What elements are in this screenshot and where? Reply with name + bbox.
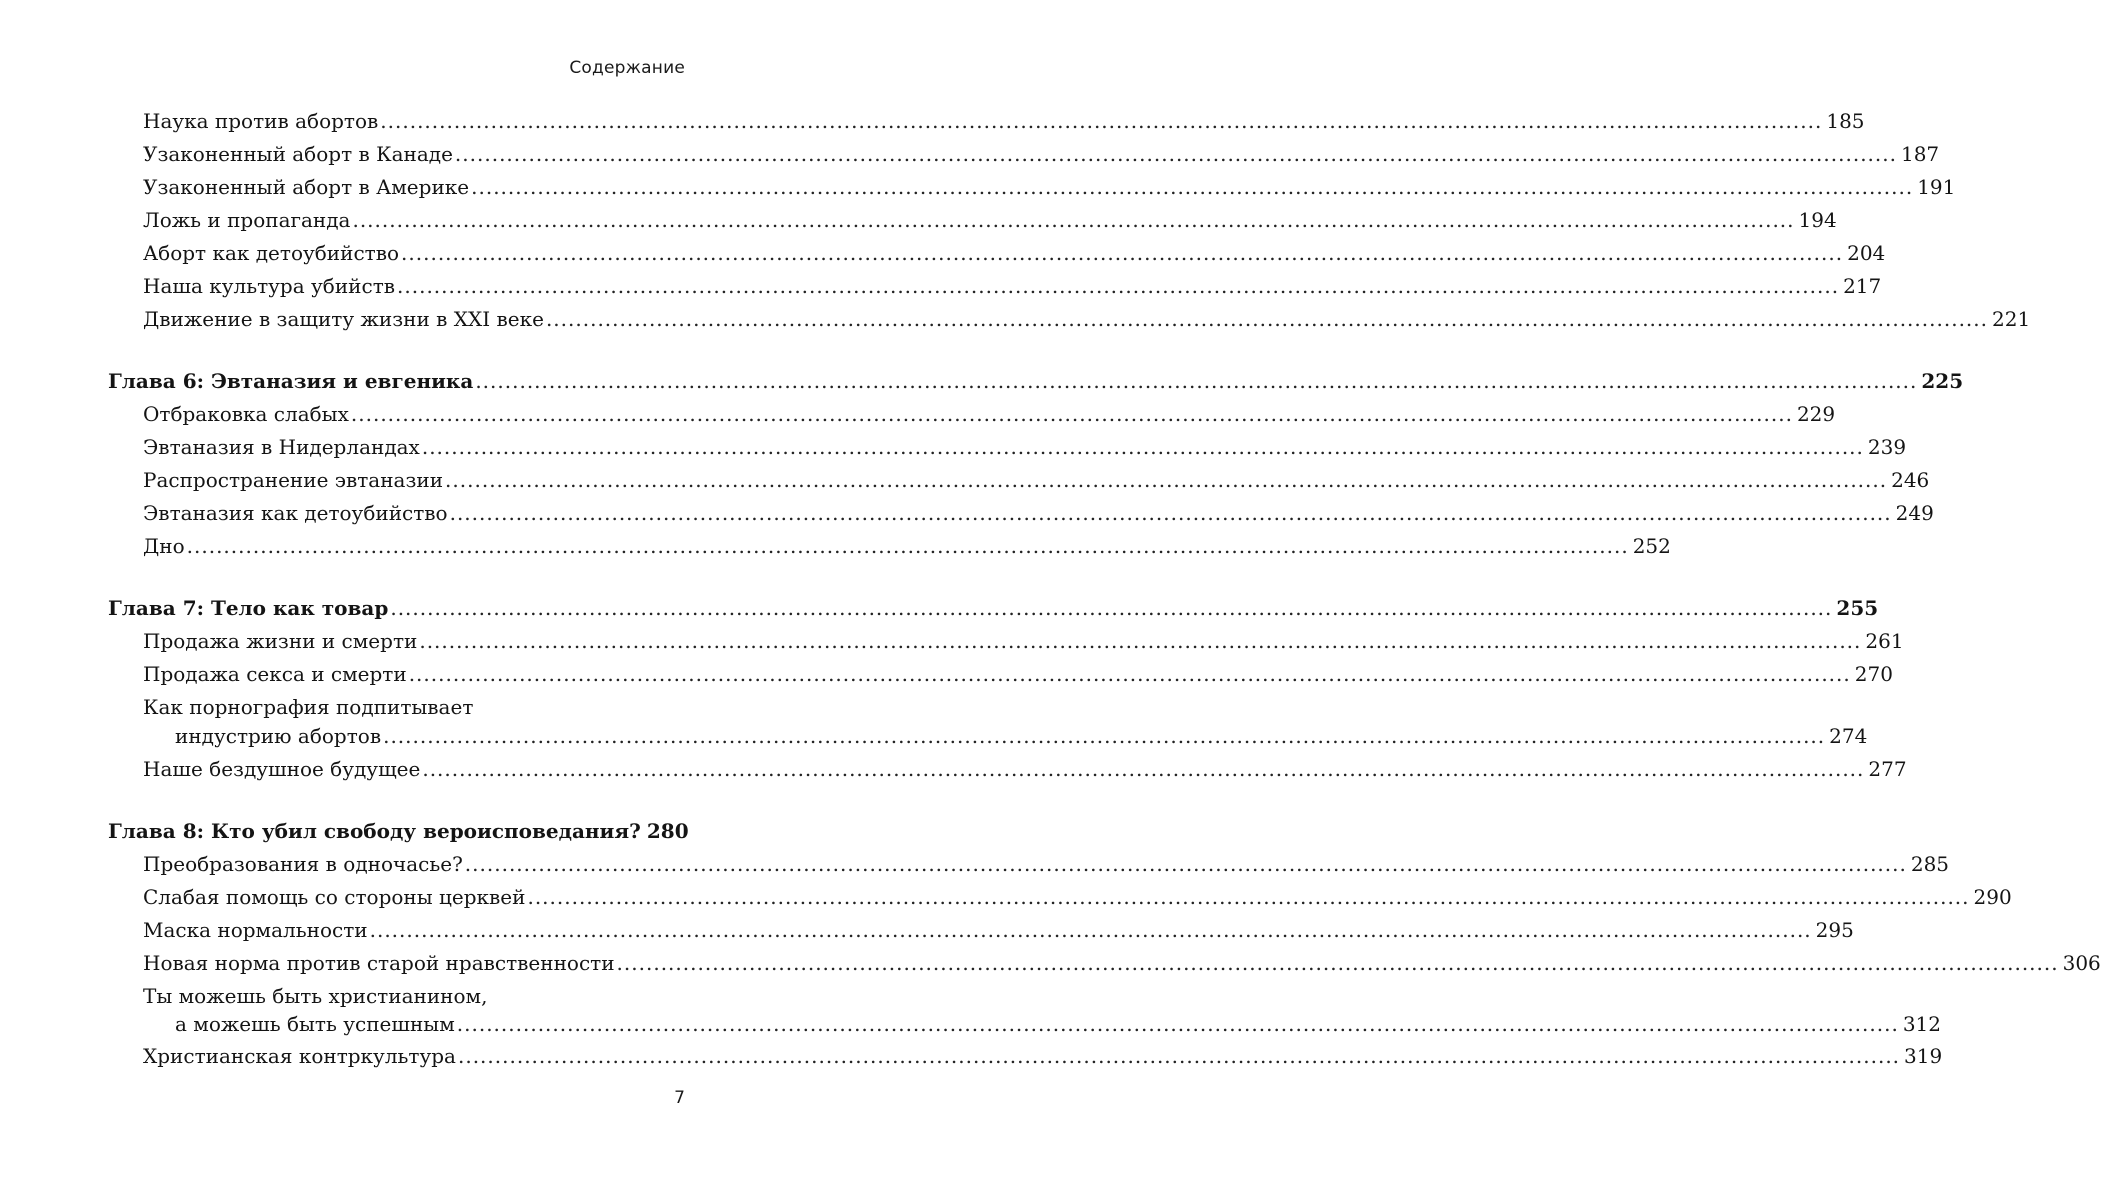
toc-entry-title: Наше бездушное будущее	[143, 753, 422, 785]
toc-page-number: 217	[1839, 270, 1881, 302]
toc-entry	[0, 947, 2101, 979]
toc-entry-title: Эвтаназия в Нидерландах	[143, 431, 422, 463]
toc-entry-title: Дно	[143, 530, 187, 562]
toc-entry-line-2	[0, 1008, 1942, 1040]
toc-entry-title: Маска нормальности	[143, 914, 370, 946]
toc-page-number: 306	[2059, 947, 2101, 979]
toc-entry	[0, 753, 1907, 785]
toc-entry	[0, 303, 2031, 335]
toc-page-number: 194	[1795, 204, 1837, 236]
toc-entry	[0, 270, 1882, 302]
toc-chapter-6	[0, 365, 1964, 397]
dot-leader	[527, 881, 1969, 913]
toc-entry	[0, 658, 1893, 690]
toc-entry	[0, 530, 1671, 562]
toc-page-number: 280	[643, 815, 689, 847]
dot-leader	[187, 530, 1629, 562]
toc-entry-title: Продажа секса и смерти	[143, 658, 409, 690]
dot-leader	[450, 497, 1892, 529]
toc-entry	[0, 881, 2012, 913]
toc-page-number: 285	[1907, 848, 1949, 880]
page-number: 7	[674, 1088, 685, 1108]
running-head: Содержание	[569, 58, 685, 78]
dot-leader	[546, 303, 1988, 335]
toc-page-number: 204	[1843, 237, 1885, 269]
toc-page-number: 319	[1900, 1040, 1942, 1072]
toc-entry-title: а можешь быть успешным	[175, 1008, 457, 1040]
toc-page-number: 246	[1887, 464, 1929, 496]
toc-page-number: 290	[1970, 881, 2012, 913]
toc-entry-title: индустрию абортов	[175, 720, 383, 752]
dot-leader	[351, 398, 1793, 430]
toc-entry	[0, 914, 1854, 946]
toc-page-number: 191	[1913, 171, 1955, 203]
toc-page-number: 261	[1861, 625, 1903, 657]
dot-leader	[352, 204, 1794, 236]
dot-leader	[617, 947, 2059, 979]
dot-leader	[422, 431, 1864, 463]
toc-entry	[0, 625, 1904, 657]
toc-page-number: 295	[1812, 914, 1854, 946]
toc-entry-title: Отбраковка слабых	[143, 398, 351, 430]
dot-leader	[390, 592, 1832, 624]
toc-chapter-title: Глава 6: Эвтаназия и евгеника	[108, 365, 475, 397]
toc-entry-title: Наука против абортов	[143, 105, 380, 137]
toc-entry	[0, 431, 1907, 463]
toc-page-number: 185	[1822, 105, 1864, 137]
toc-entry-title: Ложь и пропаганда	[143, 204, 352, 236]
toc-entry-title: Эвтаназия как детоубийство	[143, 497, 450, 529]
toc-entry-title: Узаконенный аборт в Канаде	[143, 138, 455, 170]
toc-page-number: 239	[1864, 431, 1906, 463]
toc-page-number: 221	[1988, 303, 2030, 335]
toc-entry-title: Новая норма против старой нравственности	[143, 947, 617, 979]
toc-entry	[0, 497, 1934, 529]
toc-entry-title: Распространение эвтаназии	[143, 464, 445, 496]
dot-leader	[401, 237, 1843, 269]
toc-chapter-7	[0, 592, 1879, 624]
dot-leader	[465, 848, 1907, 880]
toc-chapter-title: Глава 8: Кто убил свободу вероисповедания?	[108, 815, 643, 847]
toc-chapter-title: Глава 7: Тело как товар	[108, 592, 390, 624]
toc-page-number: 249	[1892, 497, 1934, 529]
dot-leader	[419, 625, 1861, 657]
toc-page-number: 255	[1832, 592, 1878, 624]
dot-leader	[383, 720, 1825, 752]
toc-entry-title: Аборт как детоубийство	[143, 237, 401, 269]
toc-entry-title: Как порнография подпитывает	[143, 691, 475, 723]
toc-page-number: 225	[1917, 365, 1963, 397]
toc-entry	[0, 398, 1836, 430]
toc-entry	[0, 138, 1940, 170]
toc-page-number: 312	[1899, 1008, 1941, 1040]
toc-entry-title: Узаконенный аборт в Америке	[143, 171, 471, 203]
toc-entry	[0, 171, 1956, 203]
toc-page-number: 252	[1629, 530, 1671, 562]
toc-entry-title: Слабая помощь со стороны церквей	[143, 881, 527, 913]
dot-leader	[445, 464, 1887, 496]
toc-entry-title: Ты можешь быть христианином,	[143, 980, 489, 1012]
dot-leader	[475, 365, 1917, 397]
toc-entry-title: Христианская контркультура	[143, 1040, 458, 1072]
toc-chapter-8	[0, 815, 815, 847]
toc-page-number: 277	[1864, 753, 1906, 785]
toc-entry-line-2	[0, 720, 1868, 752]
dot-leader	[457, 1008, 1899, 1040]
toc-entry-line-1	[0, 691, 815, 723]
toc-entry	[0, 237, 1886, 269]
toc-page-number: 270	[1851, 658, 1893, 690]
dot-leader	[409, 658, 1851, 690]
dot-leader	[370, 914, 1812, 946]
dot-leader	[471, 171, 1913, 203]
dot-leader	[397, 270, 1839, 302]
toc-entry-title: Наша культура убийств	[143, 270, 397, 302]
dot-leader	[422, 753, 1864, 785]
toc-entry-title: Преобразования в одночасье?	[143, 848, 465, 880]
toc-entry-title: Движение в защиту жизни в XXI веке	[143, 303, 546, 335]
toc-entry	[0, 204, 1837, 236]
toc-entry	[0, 1040, 1943, 1072]
dot-leader	[380, 105, 1822, 137]
toc-entry	[0, 105, 1865, 137]
toc-page-number: 187	[1897, 138, 1939, 170]
toc-entry-title: Продажа жизни и смерти	[143, 625, 419, 657]
dot-leader	[455, 138, 1897, 170]
toc-page-number: 274	[1825, 720, 1867, 752]
toc-entry	[0, 464, 1930, 496]
toc-entry	[0, 848, 1950, 880]
toc-page-number: 229	[1793, 398, 1835, 430]
dot-leader	[458, 1040, 1900, 1072]
